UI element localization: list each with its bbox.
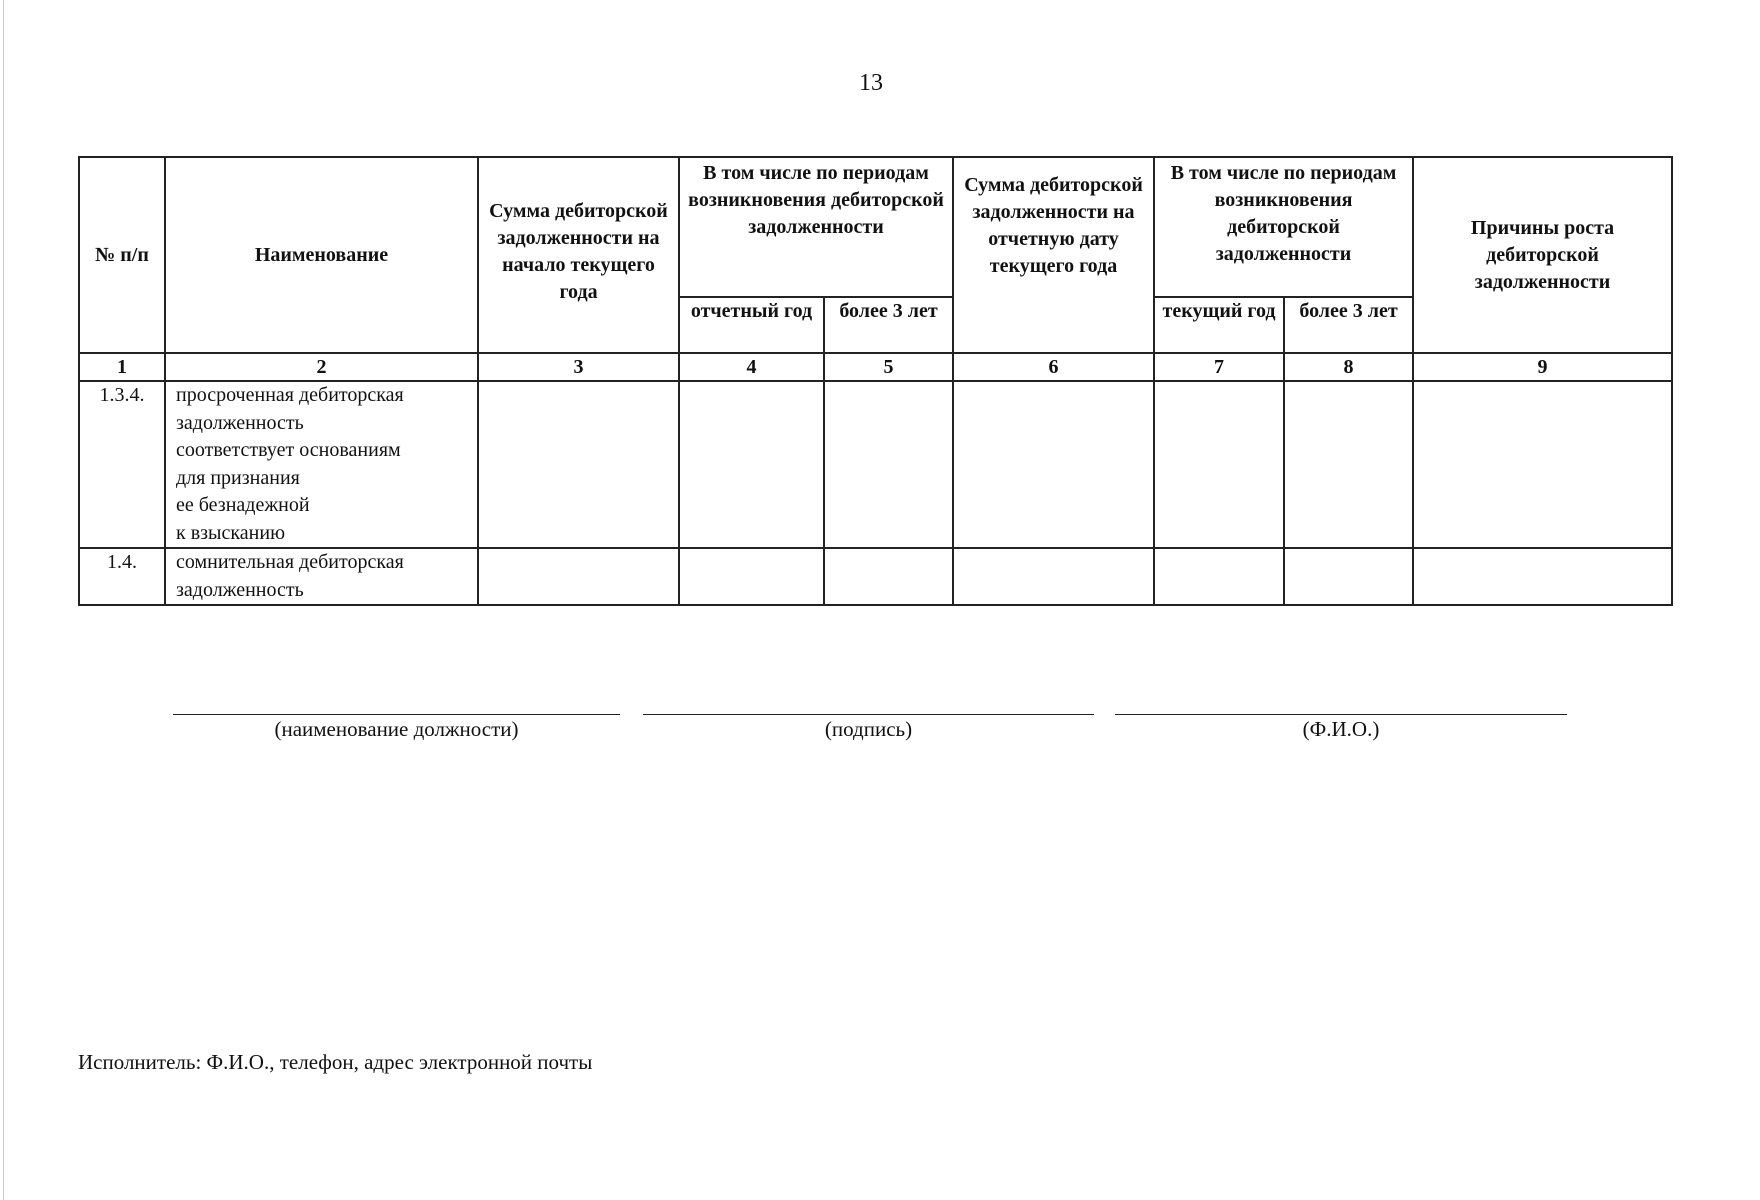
row-name-line: просроченная дебиторская bbox=[176, 384, 404, 406]
cell-reasons bbox=[1413, 381, 1672, 548]
cell-reasons bbox=[1413, 548, 1672, 605]
header-name: Наименование bbox=[165, 157, 478, 353]
header-sum-start: Сумма дебиторской задолженности на начало текущего года bbox=[478, 157, 679, 353]
cell-sum-report bbox=[953, 381, 1154, 548]
cell-current-year bbox=[1154, 548, 1284, 605]
cell-sum-start bbox=[478, 548, 679, 605]
cell-over-3-years bbox=[1284, 548, 1413, 605]
cell-over-3-years bbox=[1284, 381, 1413, 548]
header-reasons: Причины роста дебиторской задолженности bbox=[1413, 157, 1672, 353]
scan-edge bbox=[3, 0, 4, 1200]
receivables-table bbox=[78, 156, 1673, 606]
cell-over-3-years bbox=[824, 381, 953, 548]
row-name-line: к взысканию bbox=[176, 521, 286, 544]
row-name bbox=[165, 381, 478, 548]
header-sum-report: Сумма дебиторской задолженности на отчетную дату текущего года bbox=[953, 157, 1154, 353]
page-number: 13 bbox=[859, 70, 883, 96]
cell-current-year bbox=[1154, 381, 1284, 548]
column-number: 7 bbox=[1154, 353, 1284, 381]
signature-line-signature bbox=[643, 714, 1094, 715]
column-number: 1 bbox=[79, 353, 165, 381]
signature-line-position bbox=[173, 714, 620, 715]
header-group2: В том числе по периодам возникновения дебиторской задолженности bbox=[1154, 157, 1413, 297]
row-number: 1.4. bbox=[79, 548, 165, 605]
row-number: 1.3.4. bbox=[79, 381, 165, 548]
column-number: 5 bbox=[824, 353, 953, 381]
column-number-row bbox=[79, 353, 1672, 381]
row-name bbox=[165, 548, 478, 605]
column-number: 6 bbox=[953, 353, 1154, 381]
row-name-line: задолженность bbox=[176, 411, 304, 434]
column-number: 2 bbox=[165, 353, 478, 381]
caption-position: (наименование должности) bbox=[274, 717, 519, 741]
row-name-line: сомнительная дебиторская bbox=[176, 551, 404, 573]
column-number: 9 bbox=[1413, 353, 1672, 381]
table-row bbox=[79, 548, 1672, 605]
row-name-line: соответствует основаниям bbox=[176, 439, 401, 461]
cell-reporting-year bbox=[679, 548, 824, 605]
row-name-line: для признания bbox=[176, 466, 300, 489]
column-number: 4 bbox=[679, 353, 824, 381]
cell-over-3-years bbox=[824, 548, 953, 605]
caption-signature: (подпись) bbox=[824, 717, 913, 741]
header-group1-sub1: отчетный год bbox=[679, 297, 824, 353]
signature-line-name bbox=[1115, 714, 1567, 715]
cell-reporting-year bbox=[679, 381, 824, 548]
table-row bbox=[79, 381, 1672, 548]
header-group1: В том числе по периодам возникновения дебиторской задолженности bbox=[679, 157, 953, 297]
header-group2-sub1: текущий год bbox=[1154, 297, 1284, 353]
executor-line: Исполнитель: Ф.И.О., телефон, адрес электронной почты bbox=[78, 1050, 593, 1074]
column-number: 8 bbox=[1284, 353, 1413, 381]
header-num: № п/п bbox=[79, 157, 165, 353]
column-number: 3 bbox=[478, 353, 679, 381]
header-group2-sub2: более 3 лет bbox=[1284, 297, 1413, 353]
cell-sum-report bbox=[953, 548, 1154, 605]
caption-full-name: (Ф.И.О.) bbox=[1302, 717, 1380, 741]
cell-sum-start bbox=[478, 381, 679, 548]
header-group1-sub2: более 3 лет bbox=[824, 297, 953, 353]
row-name-line: ее безнадежной bbox=[176, 494, 310, 516]
row-name-line: задолженность bbox=[176, 578, 304, 601]
